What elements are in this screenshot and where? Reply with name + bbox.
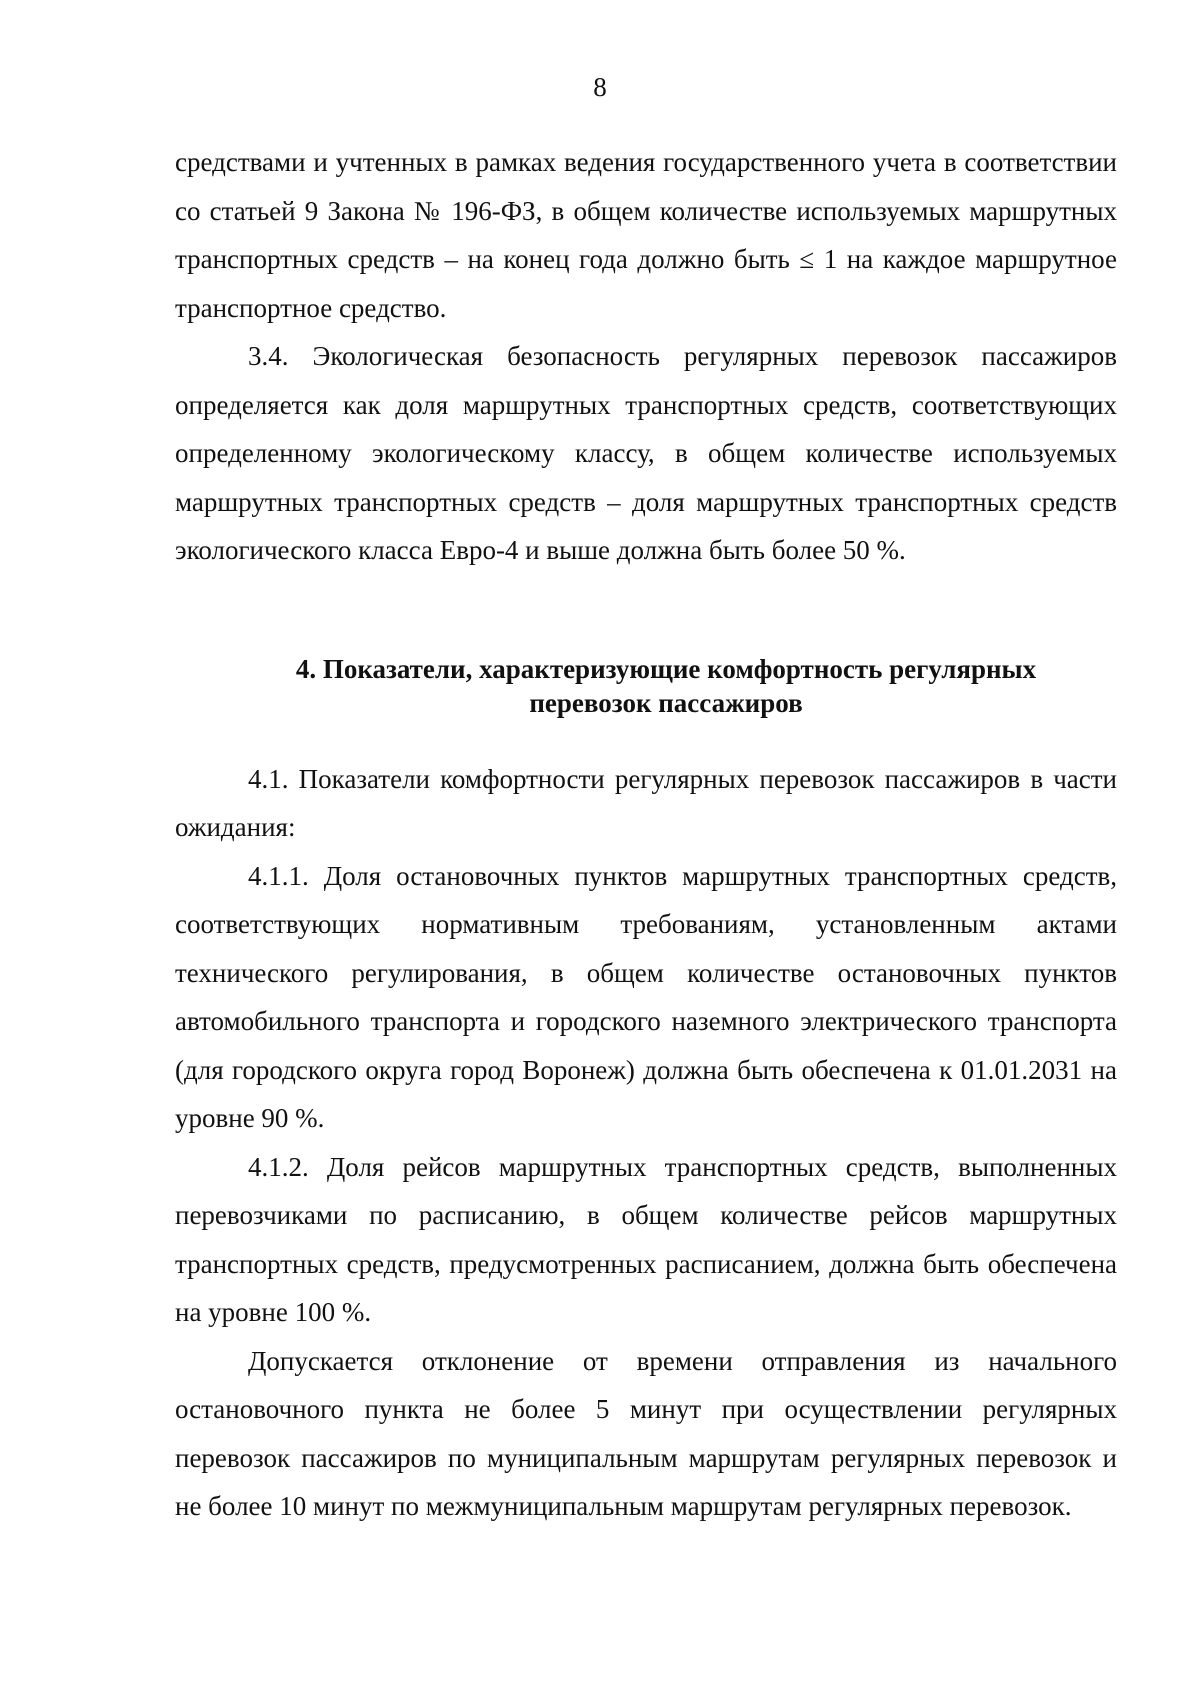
paragraph-4-1: 4.1. Показатели комфортности регулярных перевозок пассажиров в части ожидания: bbox=[175, 763, 1117, 842]
paragraph-3-4: 3.4. Экологическая безопасность регулярных перевозок пассажиров определяется как доля маршрутных транспортных средств, соответствующих определенному экологическому классу, в общем количестве используемых маршрутных транспортных средств – доля маршрутных транспортных средств экологического класса Евро-4 и выше должна быть более 50 %. bbox=[175, 341, 1117, 565]
paragraph-continuation: средствами и учтенных в рамках ведения государственного учета в соответствии со статьей 9 Закона № 196-ФЗ, в общем количестве используемых маршрутных транспортных средств – на конец года должно быть ≤ 1 на каждое маршрутное транспортное средство. bbox=[175, 147, 1117, 323]
section-heading-line-1: 4. Показатели, характеризующие комфортность регулярных bbox=[295, 653, 1037, 684]
paragraph-4-1-2: 4.1.2. Доля рейсов маршрутных транспортных средств, выполненных перевозчиками по расписанию, в общем количестве рейсов маршрутных транспортных средств, предусмотренных расписанием, должна быть обеспечена на уровне 100 %. bbox=[175, 1151, 1117, 1327]
paragraph-4-1-1: 4.1.1. Доля остановочных пунктов маршрутных транспортных средств, соответствующих нормативным требованиям, установленным актами технического регулирования, в общем количестве остановочных пунктов автомобильного транспорта и городского наземного электрического транспорта (для городского округа город Воронеж) должна быть обеспечена к 01.01.2031 на уровне 90 %. bbox=[175, 860, 1117, 1133]
paragraph-deviation: Допускается отклонение от времени отправления из начального остановочного пункта не более 5 минут при осуществлении регулярных перевозок пассажиров по муниципальным маршрутам регулярных перевозок и не более 10 минут по межмуниципальным маршрутам регулярных перевозок. bbox=[175, 1345, 1117, 1521]
section-heading bbox=[175, 652, 1117, 720]
document-body bbox=[175, 138, 1117, 1531]
section-heading-line-2: перевозок пассажиров bbox=[529, 687, 803, 718]
page-number: 8 bbox=[593, 72, 607, 102]
